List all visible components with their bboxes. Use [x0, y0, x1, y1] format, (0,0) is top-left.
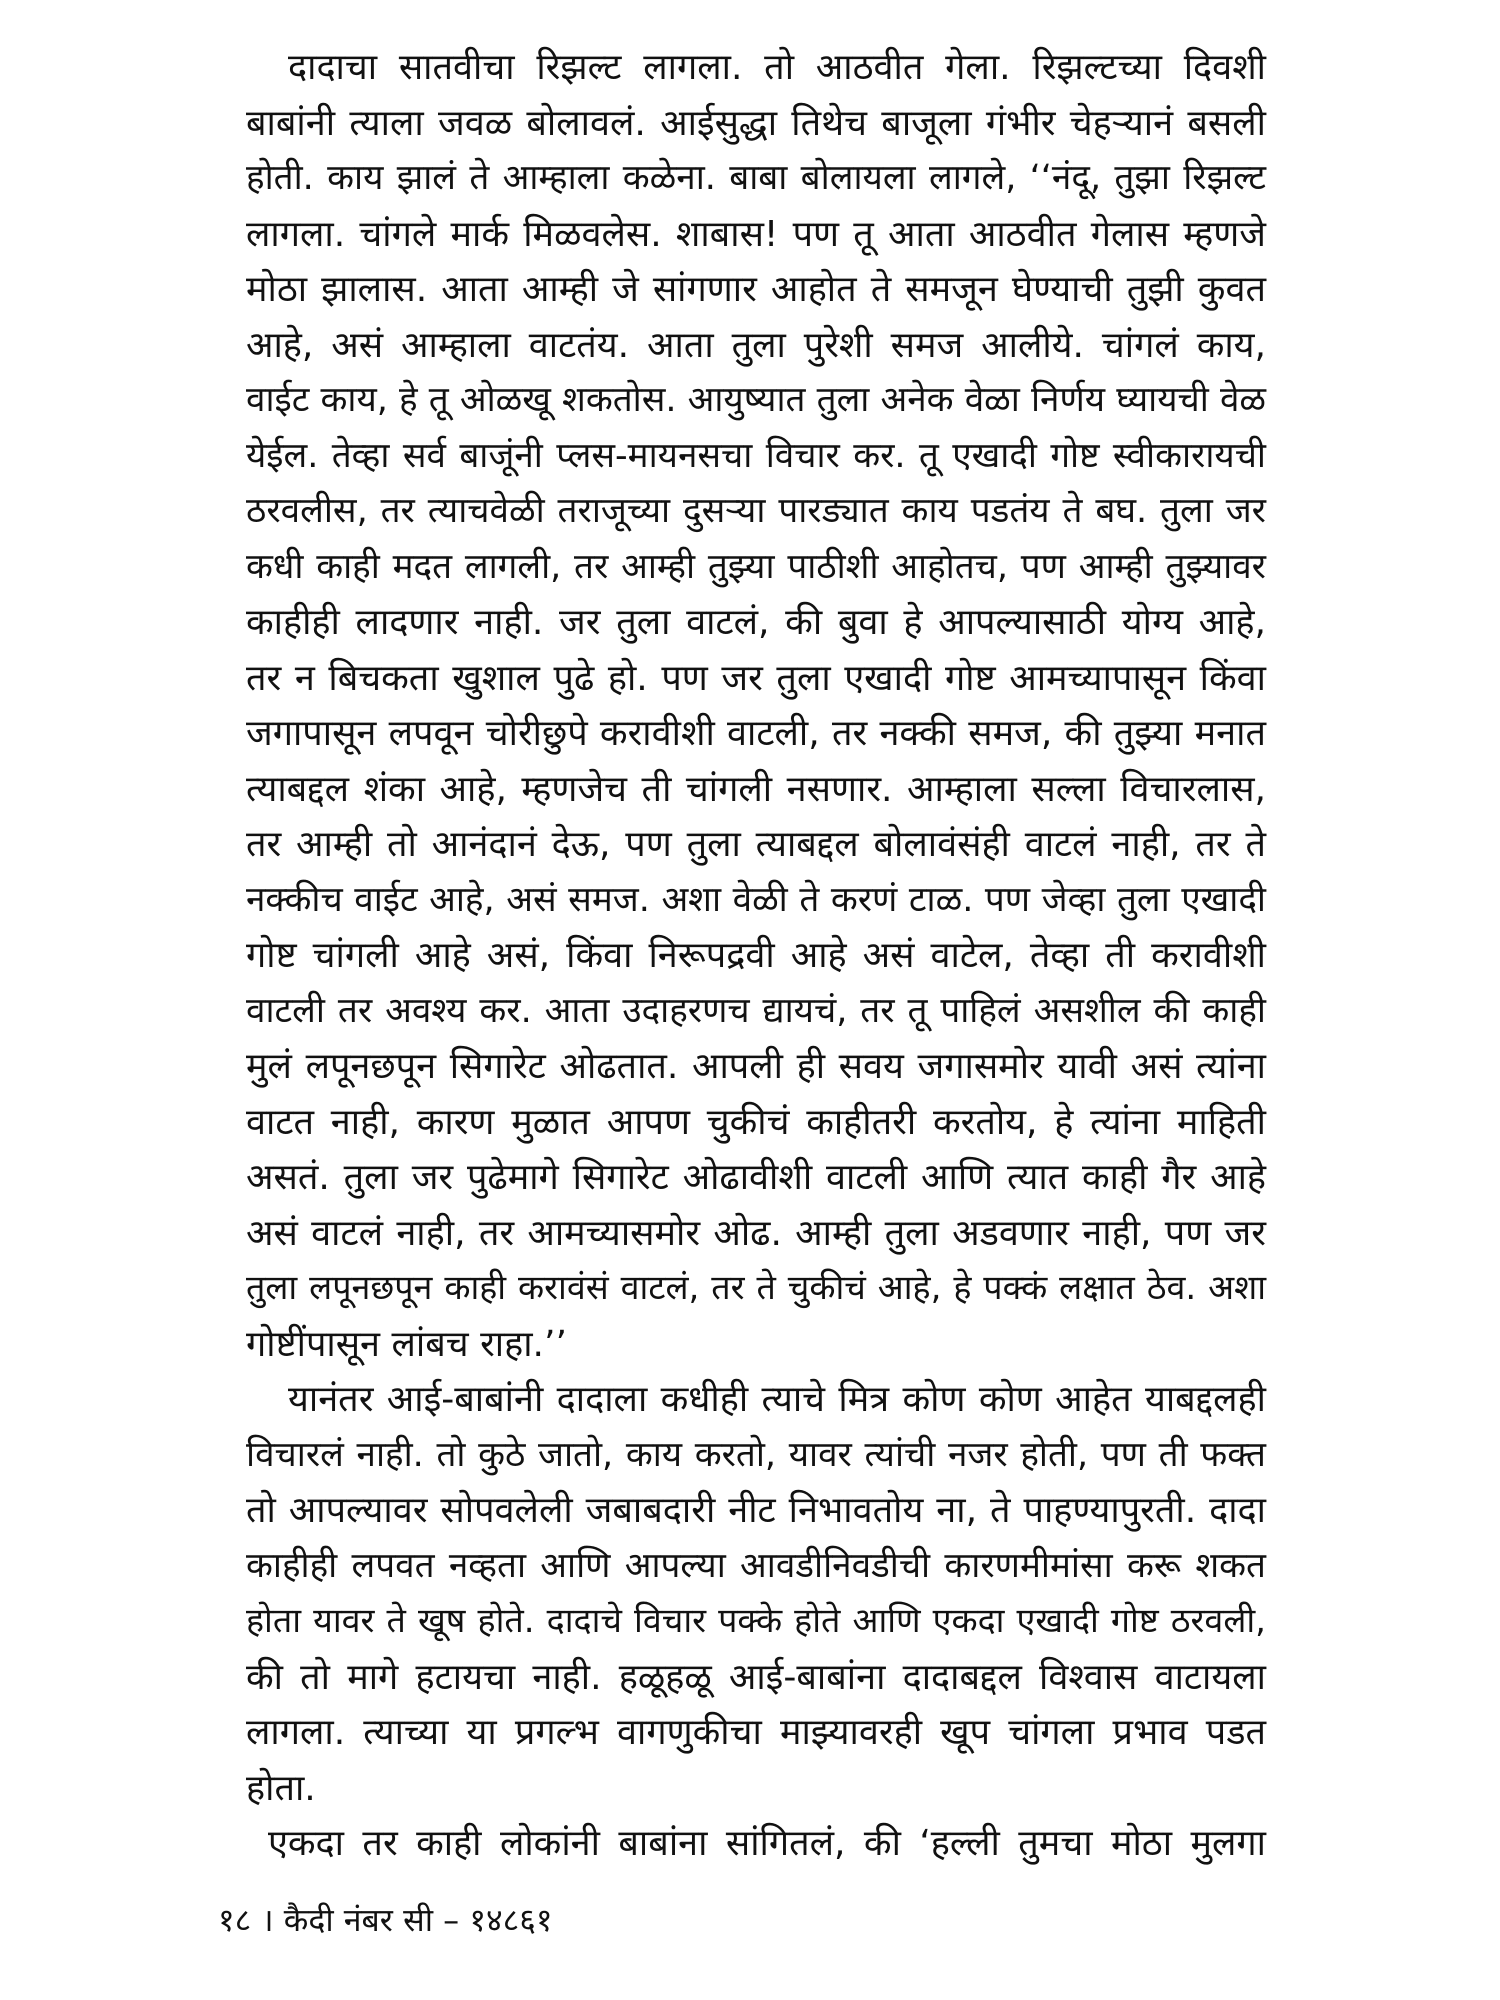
text-line: गोष्ट चांगली आहे असं, किंवा निरूपद्रवी आहे असं वाटेल, तेव्हा ती करावीशी: [246, 935, 1266, 976]
text-line: काहीही लादणार नाही. जर तुला वाटलं, की बुवा हे आपल्यासाठी योग्य आहे,: [246, 602, 1266, 643]
text-line: एकदा तर काही लोकांनी बाबांना सांगितलं, की ‘हल्ली तुमचा मोठा मुलगा: [268, 1823, 1266, 1864]
body-text: [246, 40, 1266, 1872]
text-line: होता यावर ते खूष होते. दादाचे विचार पक्के होते आणि एकदा एखादी गोष्ट ठरवली,: [246, 1601, 1266, 1641]
text-line: मोठा झालास. आता आम्ही जे सांगणार आहोत ते समजून घेण्याची तुझी कुवत: [246, 269, 1266, 310]
text-line: असं वाटलं नाही, तर आमच्यासमोर ओढ. आम्ही तुला अडवणार नाही, पण जर: [246, 1212, 1266, 1254]
text-line: लागला. त्याच्या या प्रगल्भ वागणुकीचा माझ्यावरही खूप चांगला प्रभाव पडत: [246, 1712, 1266, 1753]
paragraph-3: [246, 1816, 1266, 1872]
text-line: जगापासून लपवून चोरीछुपे करावीशी वाटली, तर नक्की समज, की तुझ्या मनात: [246, 713, 1266, 754]
text-line: काहीही लपवत नव्हता आणि आपल्या आवडीनिवडीची कारणमीमांसा करू शकत: [246, 1545, 1266, 1586]
text-line: गोष्टींपासून लांबच राहा.’’: [246, 1323, 567, 1365]
text-line: बाबांनी त्याला जवळ बोलावलं. आईसुद्धा तिथेच बाजूला गंभीर चेहऱ्यानं बसली: [246, 102, 1266, 144]
text-line: तर आम्ही तो आनंदानं देऊ, पण तुला त्याबद्दल बोलावंसंही वाटलं नाही, तर ते: [246, 824, 1266, 865]
text-line: वाटत नाही, कारण मुळात आपण चुकीचं काहीतरी करतोय, हे त्यांना माहिती: [246, 1101, 1266, 1143]
text-line: वाटली तर अवश्य कर. आता उदाहरणच द्यायचं, तर तू पाहिलं असशील की काही: [246, 990, 1266, 1031]
text-line: दादाचा सातवीचा रिझल्ट लागला. तो आठवीत गेला. रिझल्टच्या दिवशी: [288, 47, 1266, 88]
text-line: यानंतर आई-बाबांनी दादाला कधीही त्याचे मित्र कोण कोण आहेत याबद्दलही: [288, 1379, 1266, 1420]
text-line: मुलं लपूनछपून सिगारेट ओढतात. आपली ही सवय जगासमोर यावी असं त्यांना: [246, 1046, 1266, 1087]
text-line: वाईट काय, हे तू ओळखू शकतोस. आयुष्यात तुला अनेक वेळा निर्णय घ्यायची वेळ: [246, 380, 1266, 420]
text-line: तर न बिचकता खुशाल पुढे हो. पण जर तुला एखादी गोष्ट आमच्यापासून किंवा: [246, 657, 1266, 699]
paragraph-2: [246, 1372, 1266, 1816]
text-line: नक्कीच वाईट आहे, असं समज. अशा वेळी ते करणं टाळ. पण जेव्हा तुला एखादी: [246, 879, 1266, 920]
text-line: तो आपल्यावर सोपवलेली जबाबदारी नीट निभावतोय ना, ते पाहण्यापुरती. दादा: [246, 1490, 1266, 1531]
text-line: विचारलं नाही. तो कुठे जातो, काय करतो, यावर त्यांची नजर होती, पण ती फक्त: [246, 1434, 1266, 1475]
paragraph-1: [246, 40, 1266, 1372]
text-line: त्याबद्दल शंका आहे, म्हणजेच ती चांगली नसणार. आम्हाला सल्ला विचारलास,: [246, 768, 1266, 810]
text-line: तुला लपूनछपून काही करावंसं वाटलं, तर ते चुकीचं आहे, हे पक्कं लक्षात ठेव. अशा: [246, 1268, 1266, 1308]
text-line: लागला. चांगले मार्क मिळवलेस. शाबास! पण तू आता आठवीत गेलास म्हणजे: [246, 213, 1266, 255]
text-line: आहे, असं आम्हाला वाटतंय. आता तुला पुरेशी समज आलीये. चांगलं काय,: [246, 324, 1266, 366]
text-line: असतं. तुला जर पुढेमागे सिगारेट ओढावीशी वाटली आणि त्यात काही गैर आहे: [246, 1157, 1266, 1198]
text-line: की तो मागे हटायचा नाही. हळूहळू आई-बाबांना दादाबद्दल विश्वास वाटायला: [246, 1656, 1266, 1698]
text-line: होता.: [246, 1767, 316, 1809]
text-line: होती. काय झालं ते आम्हाला कळेना. बाबा बोलायला लागले, ‘‘नंदू, तुझा रिझल्ट: [246, 158, 1266, 198]
page-footer: १८ । कैदी नंबर सी – १४८६१: [218, 1901, 553, 1939]
text-line: कधी काही मदत लागली, तर आम्ही तुझ्या पाठीशी आहोतच, पण आम्ही तुझ्यावर: [246, 546, 1266, 587]
text-line: ठरवलीस, तर त्याचवेळी तराजूच्या दुसऱ्या पारड्यात काय पडतंय ते बघ. तुला जर: [246, 491, 1266, 531]
text-line: येईल. तेव्हा सर्व बाजूंनी प्लस-मायनसचा विचार कर. तू एखादी गोष्ट स्वीकारायची: [246, 435, 1266, 476]
